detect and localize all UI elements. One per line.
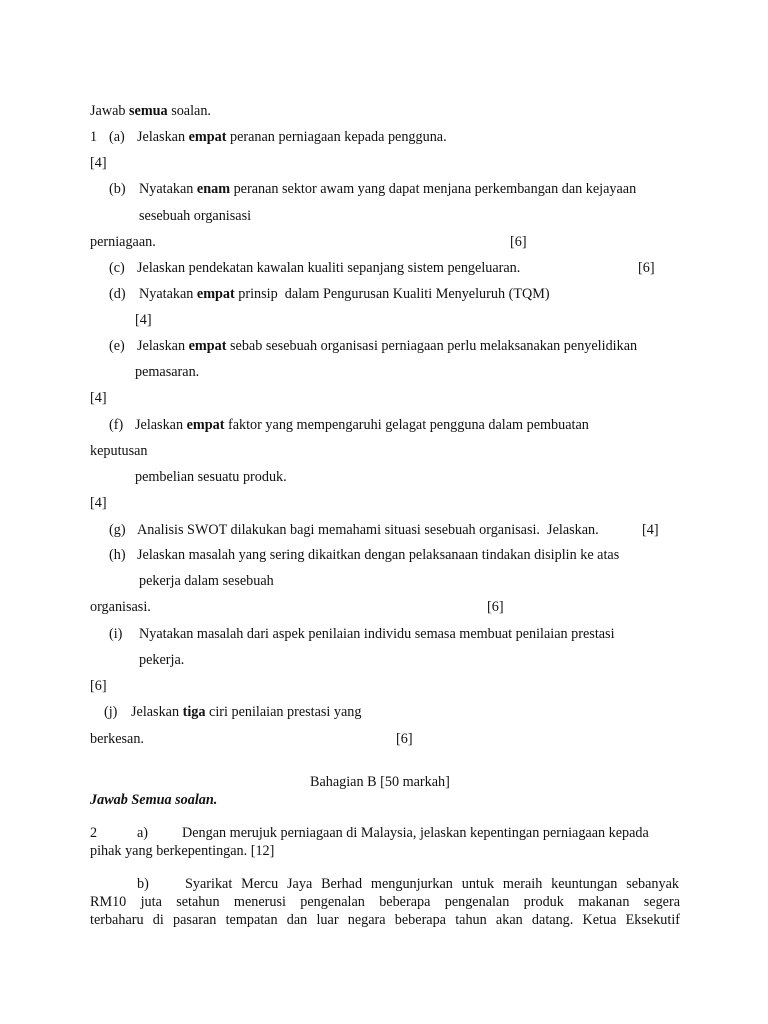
q1a-text: Jelaskan empat peranan perniagaan kepada pengguna. <box>137 129 447 145</box>
q1d-mark: [4] <box>135 312 152 328</box>
q1d-label: (d) <box>109 286 126 302</box>
q1j-text-line2: berkesan. <box>90 731 144 747</box>
question-1-number: 1 <box>90 129 98 145</box>
q1j-text: Jelaskan tiga ciri penilaian prestasi yang <box>131 704 362 720</box>
q1b-text-line2: sesebuah organisasi <box>139 208 252 224</box>
section-a-instruction <box>90 102 211 120</box>
question-2-number: 2 <box>90 825 98 841</box>
q1e-text: Jelaskan empat sebab sesebuah organisasi perniagaan perlu melaksanakan penyelidikan <box>137 338 638 354</box>
q1g-label: (g) <box>109 522 126 538</box>
q1a-label: (a) <box>109 129 125 145</box>
q2a-text-line2: pihak yang berkepentingan. [12] <box>90 843 275 859</box>
q2b-text-line2: RM10 juta setahun menerusi pengenalan beberapa pengenalan produk makanan segera <box>90 894 680 910</box>
q1j-mark: [6] <box>396 731 413 747</box>
q1h-label: (h) <box>109 547 126 563</box>
q1e-mark: [4] <box>90 390 107 406</box>
q1i-text: Nyatakan masalah dari aspek penilaian individu semasa membuat penilaian prestasi <box>139 626 615 642</box>
q1j-label: (j) <box>104 704 118 720</box>
q1f-text: Jelaskan empat faktor yang mempengaruhi gelagat pengguna dalam pembuatan <box>135 417 589 433</box>
q1b-text: Nyatakan enam peranan sektor awam yang dapat menjana perkembangan dan kejayaan <box>139 181 637 197</box>
q1b-text-line3: perniagaan. <box>90 234 156 250</box>
q1d-text: Nyatakan empat prinsip dalam Pengurusan Kualiti Menyeluruh (TQM) <box>139 286 550 302</box>
instruction-text: Jawab <box>90 103 130 119</box>
q1i-label: (i) <box>109 626 123 642</box>
q1h-text-line2: pekerja dalam sesebuah <box>139 573 274 589</box>
q1c-label: (c) <box>109 260 125 276</box>
q2b-label: b) <box>137 876 149 892</box>
q1b-mark: [6] <box>510 234 527 250</box>
q1h-mark: [6] <box>487 599 504 615</box>
section-b-heading: Bahagian B [50 markah] <box>310 774 450 790</box>
q1a-mark: [4] <box>90 155 107 171</box>
q2a-text-line1: Dengan merujuk perniagaan di Malaysia, jelaskan kepentingan perniagaan kepada <box>182 825 649 841</box>
section-b-instruction: Jawab Semua soalan. <box>90 792 218 808</box>
q1i-text-line2: pekerja. <box>139 652 185 668</box>
q1h-text-line3: organisasi. <box>90 599 151 615</box>
q1b-label: (b) <box>109 181 126 197</box>
q2b-text-line3: terbaharu di pasaran tempatan dan luar negara beberapa tahun akan datang. Ketua Eksekutif <box>90 912 680 928</box>
q1c-text: Jelaskan pendekatan kawalan kualiti sepanjang sistem pengeluaran. <box>137 260 521 276</box>
q1e-text-line2: pemasaran. <box>135 364 200 380</box>
q1c-mark: [6] <box>638 260 655 276</box>
q1f-text-line2: keputusan <box>90 443 148 459</box>
q2b-text-line1: Syarikat Mercu Jaya Berhad mengunjurkan untuk meraih keuntungan sebanyak <box>185 876 679 892</box>
q1g-mark: [4] <box>642 522 659 538</box>
q1h-text: Jelaskan masalah yang sering dikaitkan dengan pelaksanaan tindakan disiplin ke atas <box>137 547 620 563</box>
q2a-label: a) <box>137 825 149 841</box>
q1f-label: (f) <box>109 417 124 433</box>
q1i-mark: [6] <box>90 678 107 694</box>
instruction-bold: semua <box>129 103 168 119</box>
q1e-label: (e) <box>109 338 125 354</box>
instruction-text-end: soalan. <box>167 103 211 119</box>
q1g-text: Analisis SWOT dilakukan bagi memahami situasi sesebuah organisasi. Jelaskan. <box>137 522 599 538</box>
q1f-text-line3: pembelian sesuatu produk. <box>135 469 287 485</box>
q1f-mark: [4] <box>90 495 107 511</box>
